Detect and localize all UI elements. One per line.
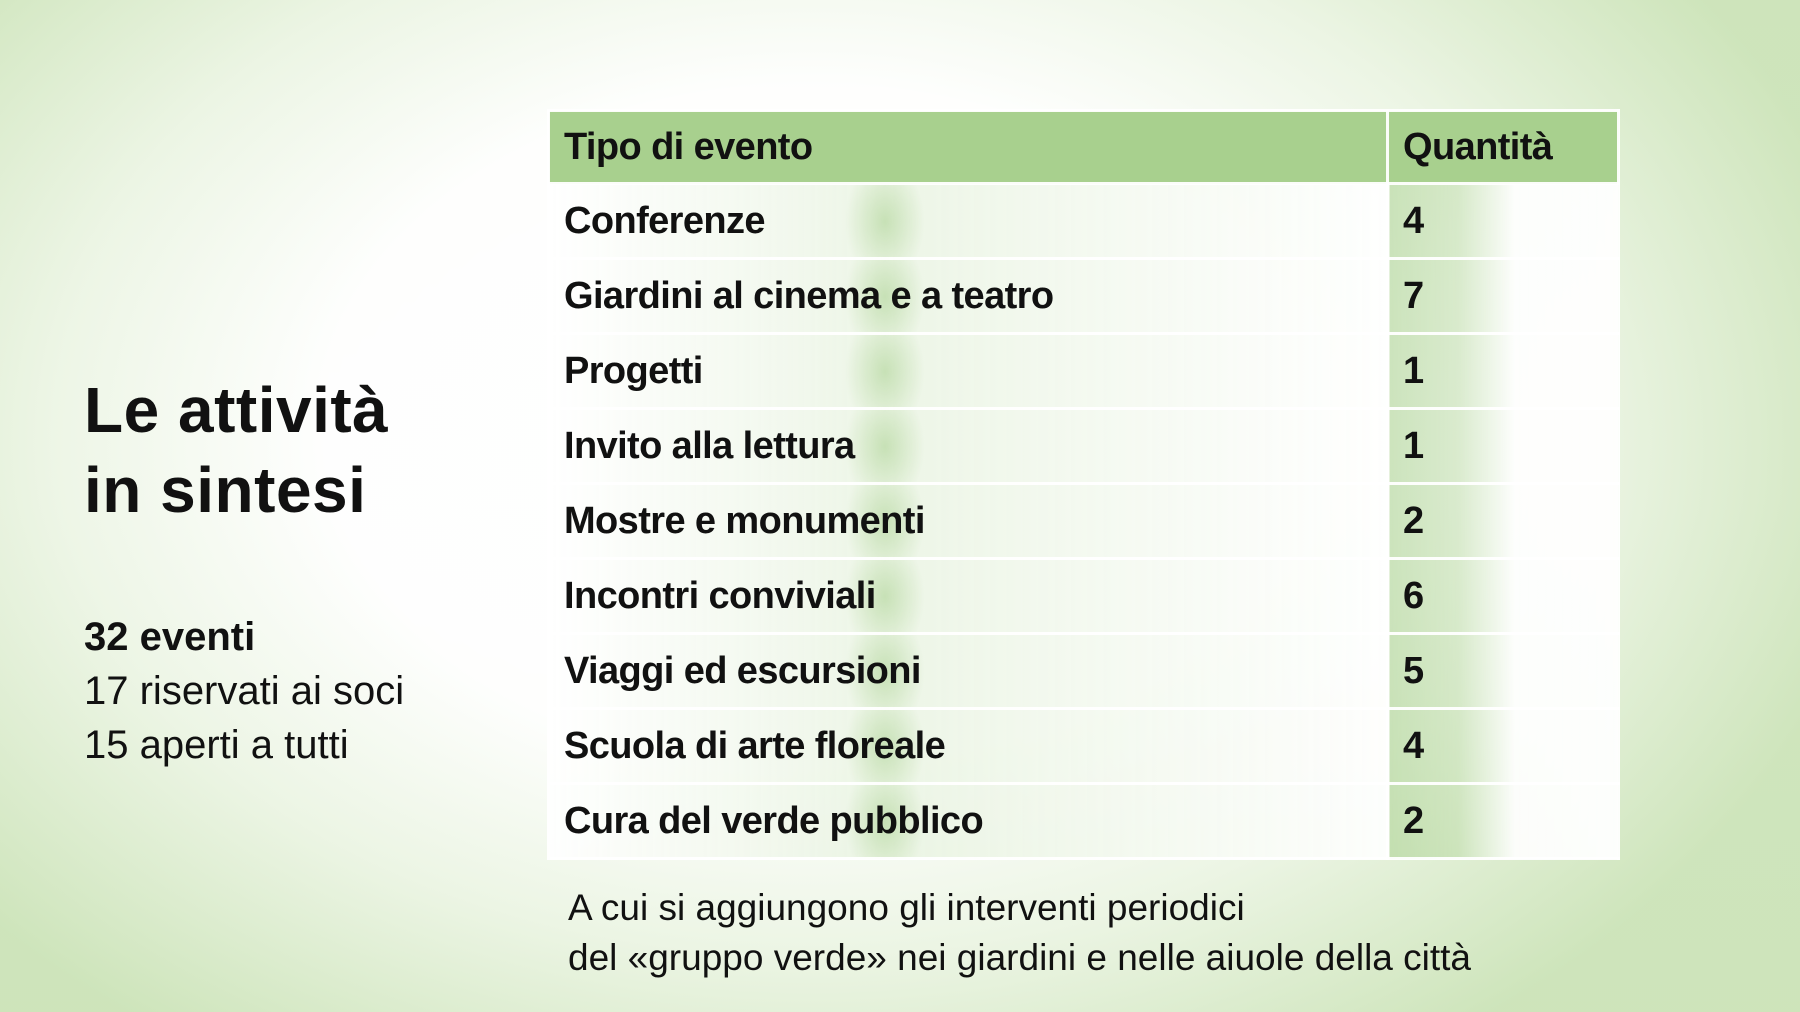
- header-quantity: Quantità: [1388, 111, 1619, 184]
- quantity-cell: 5: [1388, 634, 1619, 709]
- event-type-cell: Incontri conviviali: [549, 559, 1388, 634]
- quantity-cell: 4: [1388, 184, 1619, 259]
- header-event-type: Tipo di evento: [549, 111, 1388, 184]
- event-type-cell: Cura del verde pubblico: [549, 784, 1388, 859]
- table-row: [549, 784, 1619, 859]
- footnote-line-2: del «gruppo verde» nei giardini e nelle aiuole della città: [568, 937, 1472, 978]
- slide-title-line-2: in sintesi: [84, 454, 367, 526]
- quantity-cell: 1: [1388, 409, 1619, 484]
- event-type-cell: Mostre e monumenti: [549, 484, 1388, 559]
- slide-title: [84, 370, 388, 530]
- event-type-cell: Giardini al cinema e a teatro: [549, 259, 1388, 334]
- table-row: [549, 559, 1619, 634]
- summary-public: 15 aperti a tutti: [84, 723, 349, 767]
- table-row: [549, 484, 1619, 559]
- event-type-cell: Invito alla lettura: [549, 409, 1388, 484]
- table-row: [549, 409, 1619, 484]
- footnote: [568, 883, 1471, 983]
- events-table: [547, 109, 1620, 860]
- quantity-cell: 1: [1388, 334, 1619, 409]
- table-header-row: [549, 111, 1619, 184]
- event-type-cell: Progetti: [549, 334, 1388, 409]
- table-row: [549, 634, 1619, 709]
- summary-members: 17 riservati ai soci: [84, 669, 405, 713]
- quantity-cell: 2: [1388, 484, 1619, 559]
- quantity-cell: 6: [1388, 559, 1619, 634]
- summary-total: 32 eventi: [84, 615, 256, 659]
- event-type-cell: Scuola di arte floreale: [549, 709, 1388, 784]
- events-summary: [84, 610, 404, 772]
- slide-title-line-1: Le attività: [84, 374, 389, 446]
- footnote-line-1: A cui si aggiungono gli interventi periodici: [568, 887, 1245, 928]
- events-table-container: [547, 109, 1617, 860]
- table-row: [549, 259, 1619, 334]
- table-row: [549, 334, 1619, 409]
- table-row: [549, 709, 1619, 784]
- quantity-cell: 2: [1388, 784, 1619, 859]
- event-type-cell: Viaggi ed escursioni: [549, 634, 1388, 709]
- quantity-cell: 7: [1388, 259, 1619, 334]
- event-type-cell: Conferenze: [549, 184, 1388, 259]
- quantity-cell: 4: [1388, 709, 1619, 784]
- table-row: [549, 184, 1619, 259]
